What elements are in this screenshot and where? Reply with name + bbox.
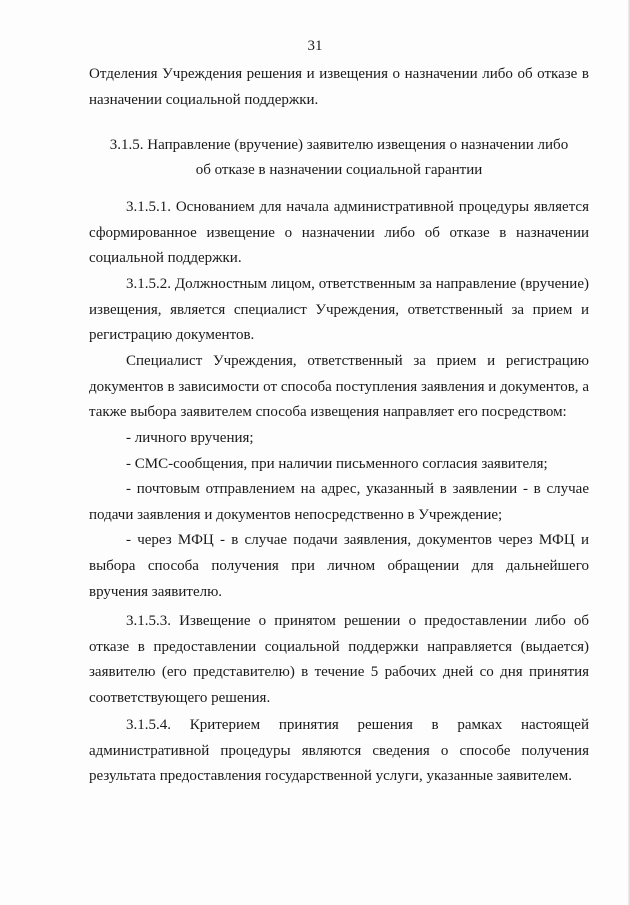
list-item: - СМС-сообщения, при наличии письменного согласия заявителя; — [126, 455, 548, 472]
paragraph-line: отказе в предоставлении социальной поддержки направляется (выдается) — [89, 638, 589, 655]
paragraph-specialist — [89, 349, 589, 426]
section-heading-line-1: 3.1.5. Направление (вручение) заявителю извещения о назначении либо — [109, 137, 569, 153]
intro-line-2: назначении социальной поддержки. — [89, 91, 319, 108]
paragraph-line: регистрацию документов. — [89, 327, 255, 344]
paragraph-3-1-5-4 — [89, 713, 589, 790]
paragraph-line: также выбора заявителем способа извещения направляет его посредством: — [89, 404, 567, 421]
paragraph-3-1-5-3 — [89, 609, 589, 711]
paragraph-line: соответствующего решения. — [89, 689, 271, 706]
paragraph-line: административной процедуры являются сведения о способе получения — [89, 742, 589, 759]
paragraph-line: социальной поддержки. — [89, 250, 242, 267]
section-heading — [89, 133, 589, 183]
intro-line-1: Отделения Учреждения решения и извещения о назначении либо об отказе в — [89, 66, 589, 82]
paragraph-line: документов в зависимости от способа поступления заявления и документов, а — [89, 378, 589, 395]
paragraph-line: 3.1.5.2. Должностным лицом, ответственным за направление (вручение) — [126, 276, 589, 292]
page-number: 31 — [307, 38, 323, 54]
bullet-list — [89, 426, 589, 605]
paragraph-line: 3.1.5.4. Критерием принятия решения в рамках настоящей — [126, 717, 589, 733]
paragraph-line: Специалист Учреждения, ответственный за прием и регистрацию — [126, 353, 589, 369]
list-item-continuation: вручения заявителю. — [89, 583, 223, 600]
paragraph-line: 3.1.5.1. Основанием для начала административной процедуры является — [126, 199, 589, 215]
list-item: - почтовым отправлением на адрес, указанный в заявлении - в случае — [126, 481, 589, 498]
list-item: - личного вручения; — [126, 430, 254, 446]
paragraph-line: 3.1.5.3. Извещение о принятом решении о предоставлении либо об — [126, 613, 589, 629]
list-item-continuation: подачи заявления и документов непосредственно в Учреждение; — [89, 506, 503, 523]
section-heading-line-2: об отказе в назначении социальной гарантии — [195, 162, 483, 178]
paragraph-line: результата предоставления государственной услуги, указанные заявителем. — [89, 768, 572, 785]
list-item: - через МФЦ - в случае подачи заявления, документов через МФЦ и — [126, 532, 589, 549]
paragraph-line: заявителю (его представителю) в течение 5 рабочих дней со дня принятия — [89, 664, 589, 681]
paragraph-3-1-5-2 — [89, 272, 589, 349]
intro-paragraph — [89, 62, 589, 113]
paragraph-3-1-5-1 — [89, 195, 589, 272]
paragraph-line: сформированное извещение о назначении либо об отказе в назначении — [89, 224, 589, 241]
paragraph-line: извещения, является специалист Учреждения, ответственный за прием и — [89, 301, 589, 318]
list-item-continuation: выбора способа получения при личном обращении для дальнейшего — [89, 557, 589, 574]
